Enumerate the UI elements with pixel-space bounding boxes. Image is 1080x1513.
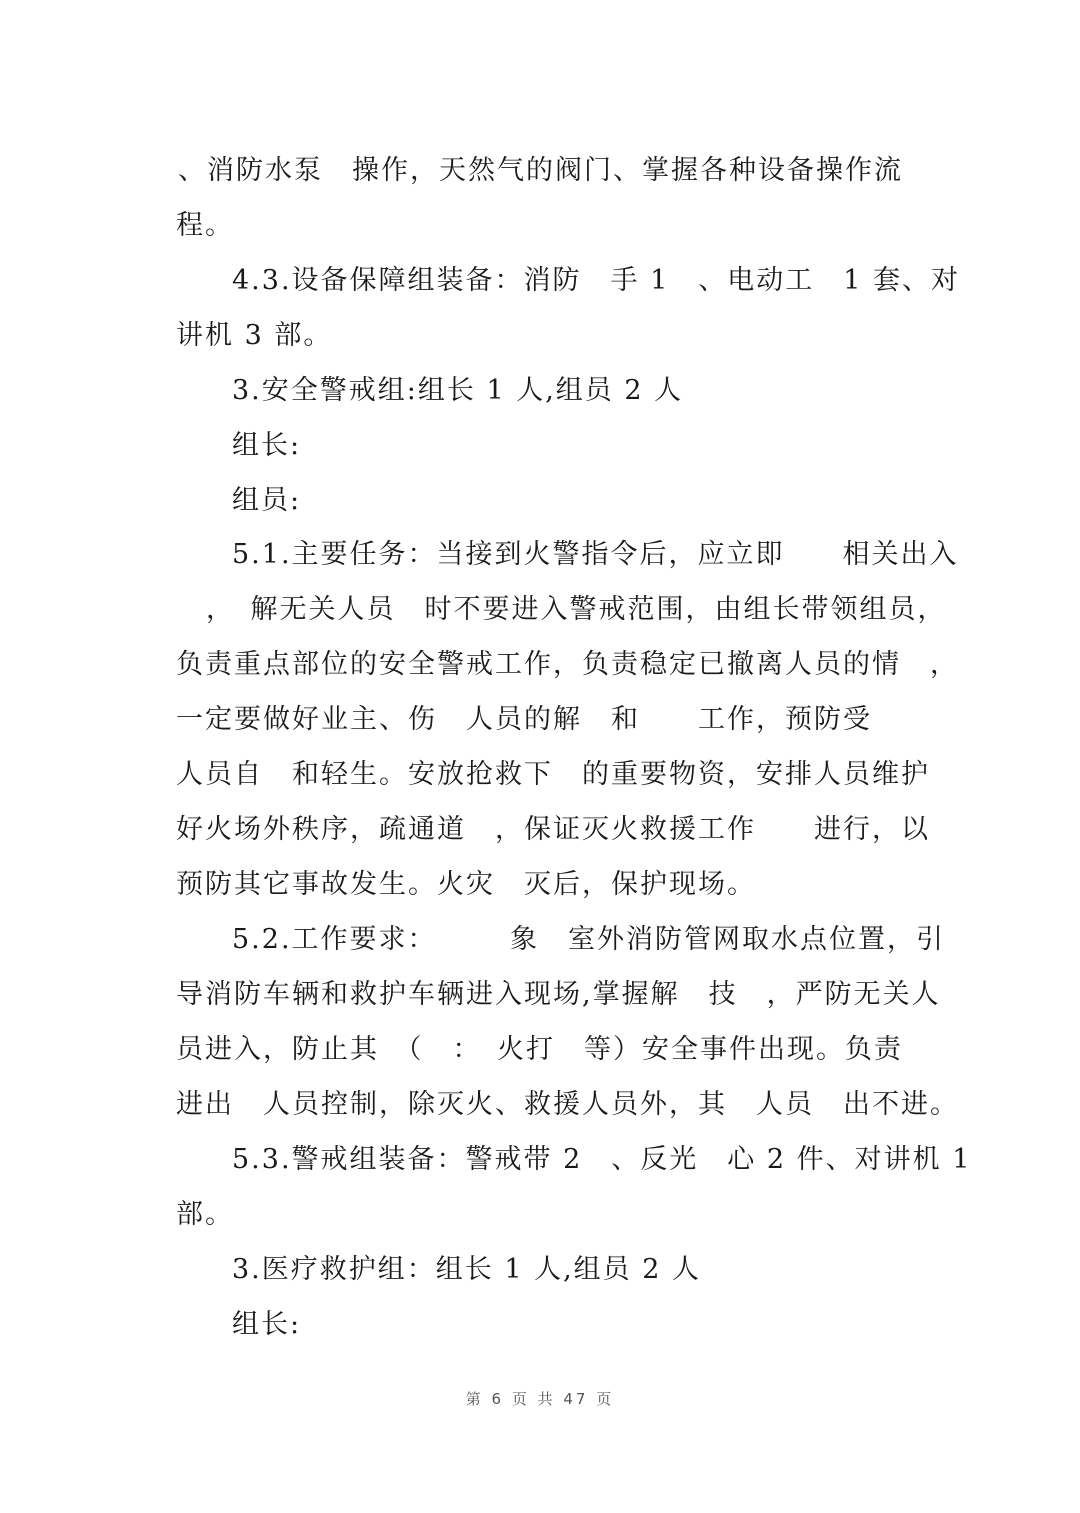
- body-line: 5.1.主要任务：当接到火警指令后，应立即 相关出入: [232, 539, 959, 570]
- body-line: 进出 人员控制，除灭火、救援人员外，其 人员 出不进。: [176, 1089, 959, 1120]
- body-line: 负责重点部位的安全警戒工作，负责稳定已撤离人员的情 ，: [176, 649, 959, 680]
- body-line: 程。: [176, 210, 234, 241]
- body-line: 部。: [176, 1199, 234, 1230]
- body-line: 好火场外秩序，疏通道 ，保证灭火救援工作 进行，以: [176, 814, 930, 845]
- section-heading: 3.安全警戒组:组长 1 人,组员 2 人: [232, 375, 684, 406]
- body-line: 员进入，防止其 （ ： 火打 等）安全事件出现。负责: [176, 1034, 903, 1065]
- body-line: 人员自 和轻生。安放抢救下 的重要物资，安排人员维护: [176, 759, 930, 790]
- section-heading: 3.医疗救护组：组长 1 人,组员 2 人: [232, 1254, 702, 1285]
- body-line: 5.3.警戒组装备：警戒带 2 、反光 心 2 件、对讲机 1: [232, 1144, 972, 1175]
- body-line: 组员:: [232, 485, 302, 516]
- body-line: 预防其它事故发生。火灾 灭后，保护现场。: [176, 869, 756, 900]
- body-line: 组长:: [232, 1309, 302, 1340]
- body-line: 4.3.设备保障组装备：消防 手 1 、电动工 1 套、对: [232, 265, 961, 296]
- body-line: 讲机 3 部。: [176, 320, 333, 351]
- page-number: 第 6 页 共 47 页: [465, 1390, 615, 1408]
- body-line: 5.2.工作要求： 象 室外消防管网取水点位置，引: [232, 924, 946, 955]
- body-line: 一定要做好业主、伤 人员的解 和 工作，预防受: [176, 704, 872, 735]
- body-line: 导消防车辆和救护车辆进入现场,掌握解 技 ，严防无关人: [176, 979, 941, 1010]
- body-line: ， 解无关人员 时不要进入警戒范围，由组长带领组员，: [206, 594, 947, 625]
- body-line: 、消防水泵 操作，天然气的阀门、掌握各种设备操作流: [178, 155, 903, 186]
- body-line: 组长:: [232, 430, 302, 461]
